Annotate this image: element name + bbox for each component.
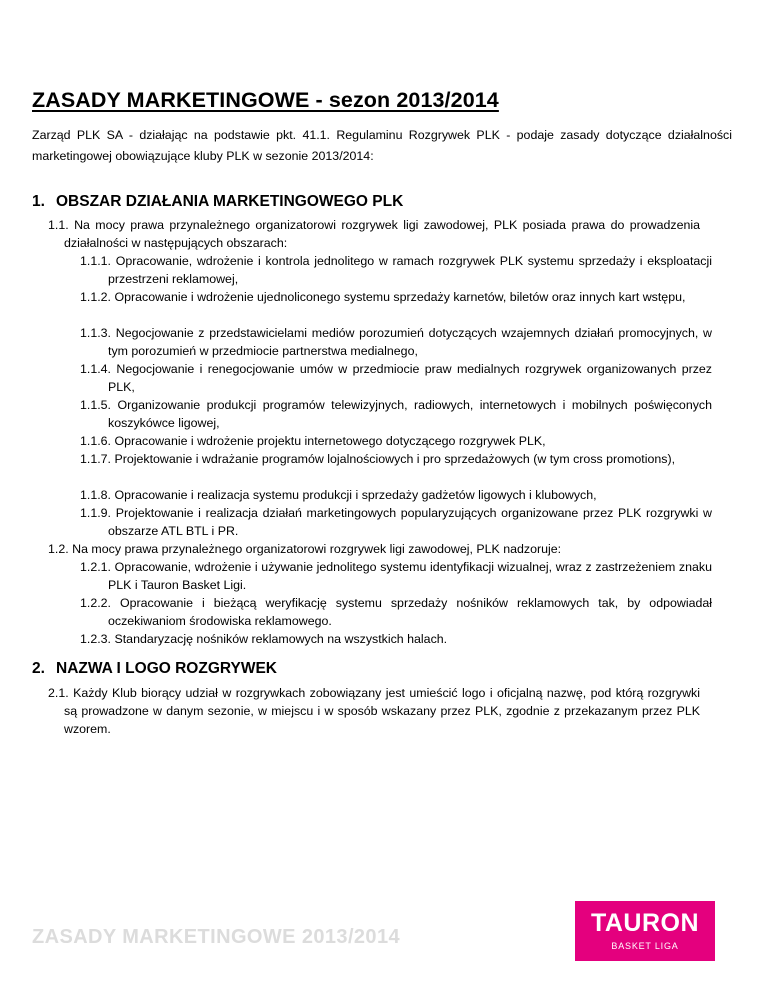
item-label: 1.2.2. bbox=[80, 596, 112, 610]
item-text: Każdy Klub biorący udział w rozgrywkach zobowiązany jest umieścić logo i oficjalną nazwę, pod którą rozgrywki są prowadzone w danym sezonie, w miejscu i w sposób wskazany przez PLK, zgodnie z przekazanym przez PLK wzorem. bbox=[64, 686, 700, 736]
list-item bbox=[80, 486, 712, 504]
list-item bbox=[80, 450, 712, 468]
list-item bbox=[80, 630, 712, 648]
list-item bbox=[80, 288, 712, 306]
intro-paragraph: Zarząd PLK SA - działając na podstawie pkt. 41.1. Regulaminu Rozgrywek PLK - podaje zasady dotyczące działalności marketingowej obowiązujące kluby PLK w sezonie 2013/2014: bbox=[32, 128, 732, 163]
item-text: Projektowanie i realizacja działań marketingowych popularyzujących organizowane przez PLK rozgrywki w obszarze ATL BTL i PR. bbox=[108, 506, 712, 538]
item-label: 2.1. bbox=[48, 686, 69, 700]
item-text: Projektowanie i wdrażanie programów lojalnościowych i pro sprzedażowych (w tym cross promotions), bbox=[114, 452, 676, 466]
item-text: Organizowanie produkcji programów telewizyjnych, radiowych, internetowych i mobilnych poświęconych koszykówce ligowej, bbox=[108, 398, 712, 430]
section-heading bbox=[32, 193, 403, 211]
item-text: Opracowanie, wdrożenie i używanie jednolitego systemu identyfikacji wizualnej, wraz z zastrzeżeniem znaku PLK i Tauron Basket Ligi. bbox=[108, 560, 712, 592]
list-item bbox=[48, 540, 700, 558]
section-heading bbox=[32, 660, 277, 678]
item-label: 1.1.6. bbox=[80, 434, 112, 448]
section-number: 2. bbox=[32, 660, 45, 677]
document-title: ZASADY MARKETINGOWE - sezon 2013/2014 bbox=[32, 88, 499, 112]
item-text: Opracowanie i bieżącą weryfikację systemu sprzedaży nośników reklamowych tak, by odpowiadał oczekiwaniom środowiska reklamowego. bbox=[108, 596, 712, 628]
list-item bbox=[80, 360, 712, 396]
item-label: 1.1.7. bbox=[80, 452, 112, 466]
list-item bbox=[80, 396, 712, 432]
list-item bbox=[80, 558, 712, 594]
logo-brand: TAURON bbox=[590, 909, 700, 937]
item-label: 1.1.4. bbox=[80, 362, 112, 376]
item-text: Negocjowanie i renegocjowanie umów w przedmiocie praw medialnych rozgrywek organizowanych przez PLK, bbox=[108, 362, 713, 394]
item-label: 1.1.2. bbox=[80, 290, 112, 304]
footer-watermark: ZASADY MARKETINGOWE 2013/2014 bbox=[32, 926, 400, 948]
list-item bbox=[48, 684, 700, 738]
list-item bbox=[80, 252, 712, 288]
tauron-basket-liga-logo bbox=[575, 901, 715, 961]
item-text: Na mocy prawa przynależnego organizatorowi rozgrywek ligi zawodowej, PLK posiada prawa do prowadzenia działalności w następujących obszarach: bbox=[64, 218, 700, 250]
section-title: OBSZAR DZIAŁANIA MARKETINGOWEGO PLK bbox=[56, 193, 404, 210]
list-item bbox=[80, 324, 712, 360]
item-text: Opracowanie i wdrożenie ujednoliconego systemu sprzedaży karnetów, biletów oraz innych kart wstępu, bbox=[114, 290, 686, 304]
logo-subtitle: BASKET LIGA bbox=[611, 941, 679, 951]
item-label: 1.1.8. bbox=[80, 488, 112, 502]
list-item bbox=[80, 504, 712, 540]
item-label: 1.1.9. bbox=[80, 506, 112, 520]
item-label: 1.1. bbox=[48, 218, 69, 232]
item-text: Na mocy prawa przynależnego organizatorowi rozgrywek ligi zawodowej, PLK nadzoruje: bbox=[72, 542, 562, 556]
list-item bbox=[48, 216, 700, 252]
list-item bbox=[80, 432, 712, 450]
item-text: Opracowanie, wdrożenie i kontrola jednolitego w ramach rozgrywek PLK systemu sprzedaży i eksploatacji przestrzeni reklamowej, bbox=[108, 254, 712, 286]
item-label: 1.2.3. bbox=[80, 632, 112, 646]
item-text: Standaryzację nośników reklamowych na wszystkich halach. bbox=[114, 632, 448, 646]
item-label: 1.1.5. bbox=[80, 398, 112, 412]
section-number: 1. bbox=[32, 193, 45, 210]
section-title: NAZWA I LOGO ROZGRYWEK bbox=[56, 660, 278, 677]
item-text: Opracowanie i realizacja systemu produkcji i sprzedaży gadżetów ligowych i klubowych, bbox=[114, 488, 597, 502]
item-label: 1.1.3. bbox=[80, 326, 112, 340]
item-label: 1.1.1. bbox=[80, 254, 112, 268]
list-item bbox=[80, 594, 712, 630]
item-label: 1.2. bbox=[48, 542, 69, 556]
item-text: Opracowanie i wdrożenie projektu internetowego dotyczącego rozgrywek PLK, bbox=[114, 434, 546, 448]
item-label: 1.2.1. bbox=[80, 560, 112, 574]
item-text: Negocjowanie z przedstawicielami mediów porozumień dotyczących wzajemnych działań promocyjnych, w tym porozumień w przedmiocie partnerstwa medialnego, bbox=[108, 326, 712, 358]
